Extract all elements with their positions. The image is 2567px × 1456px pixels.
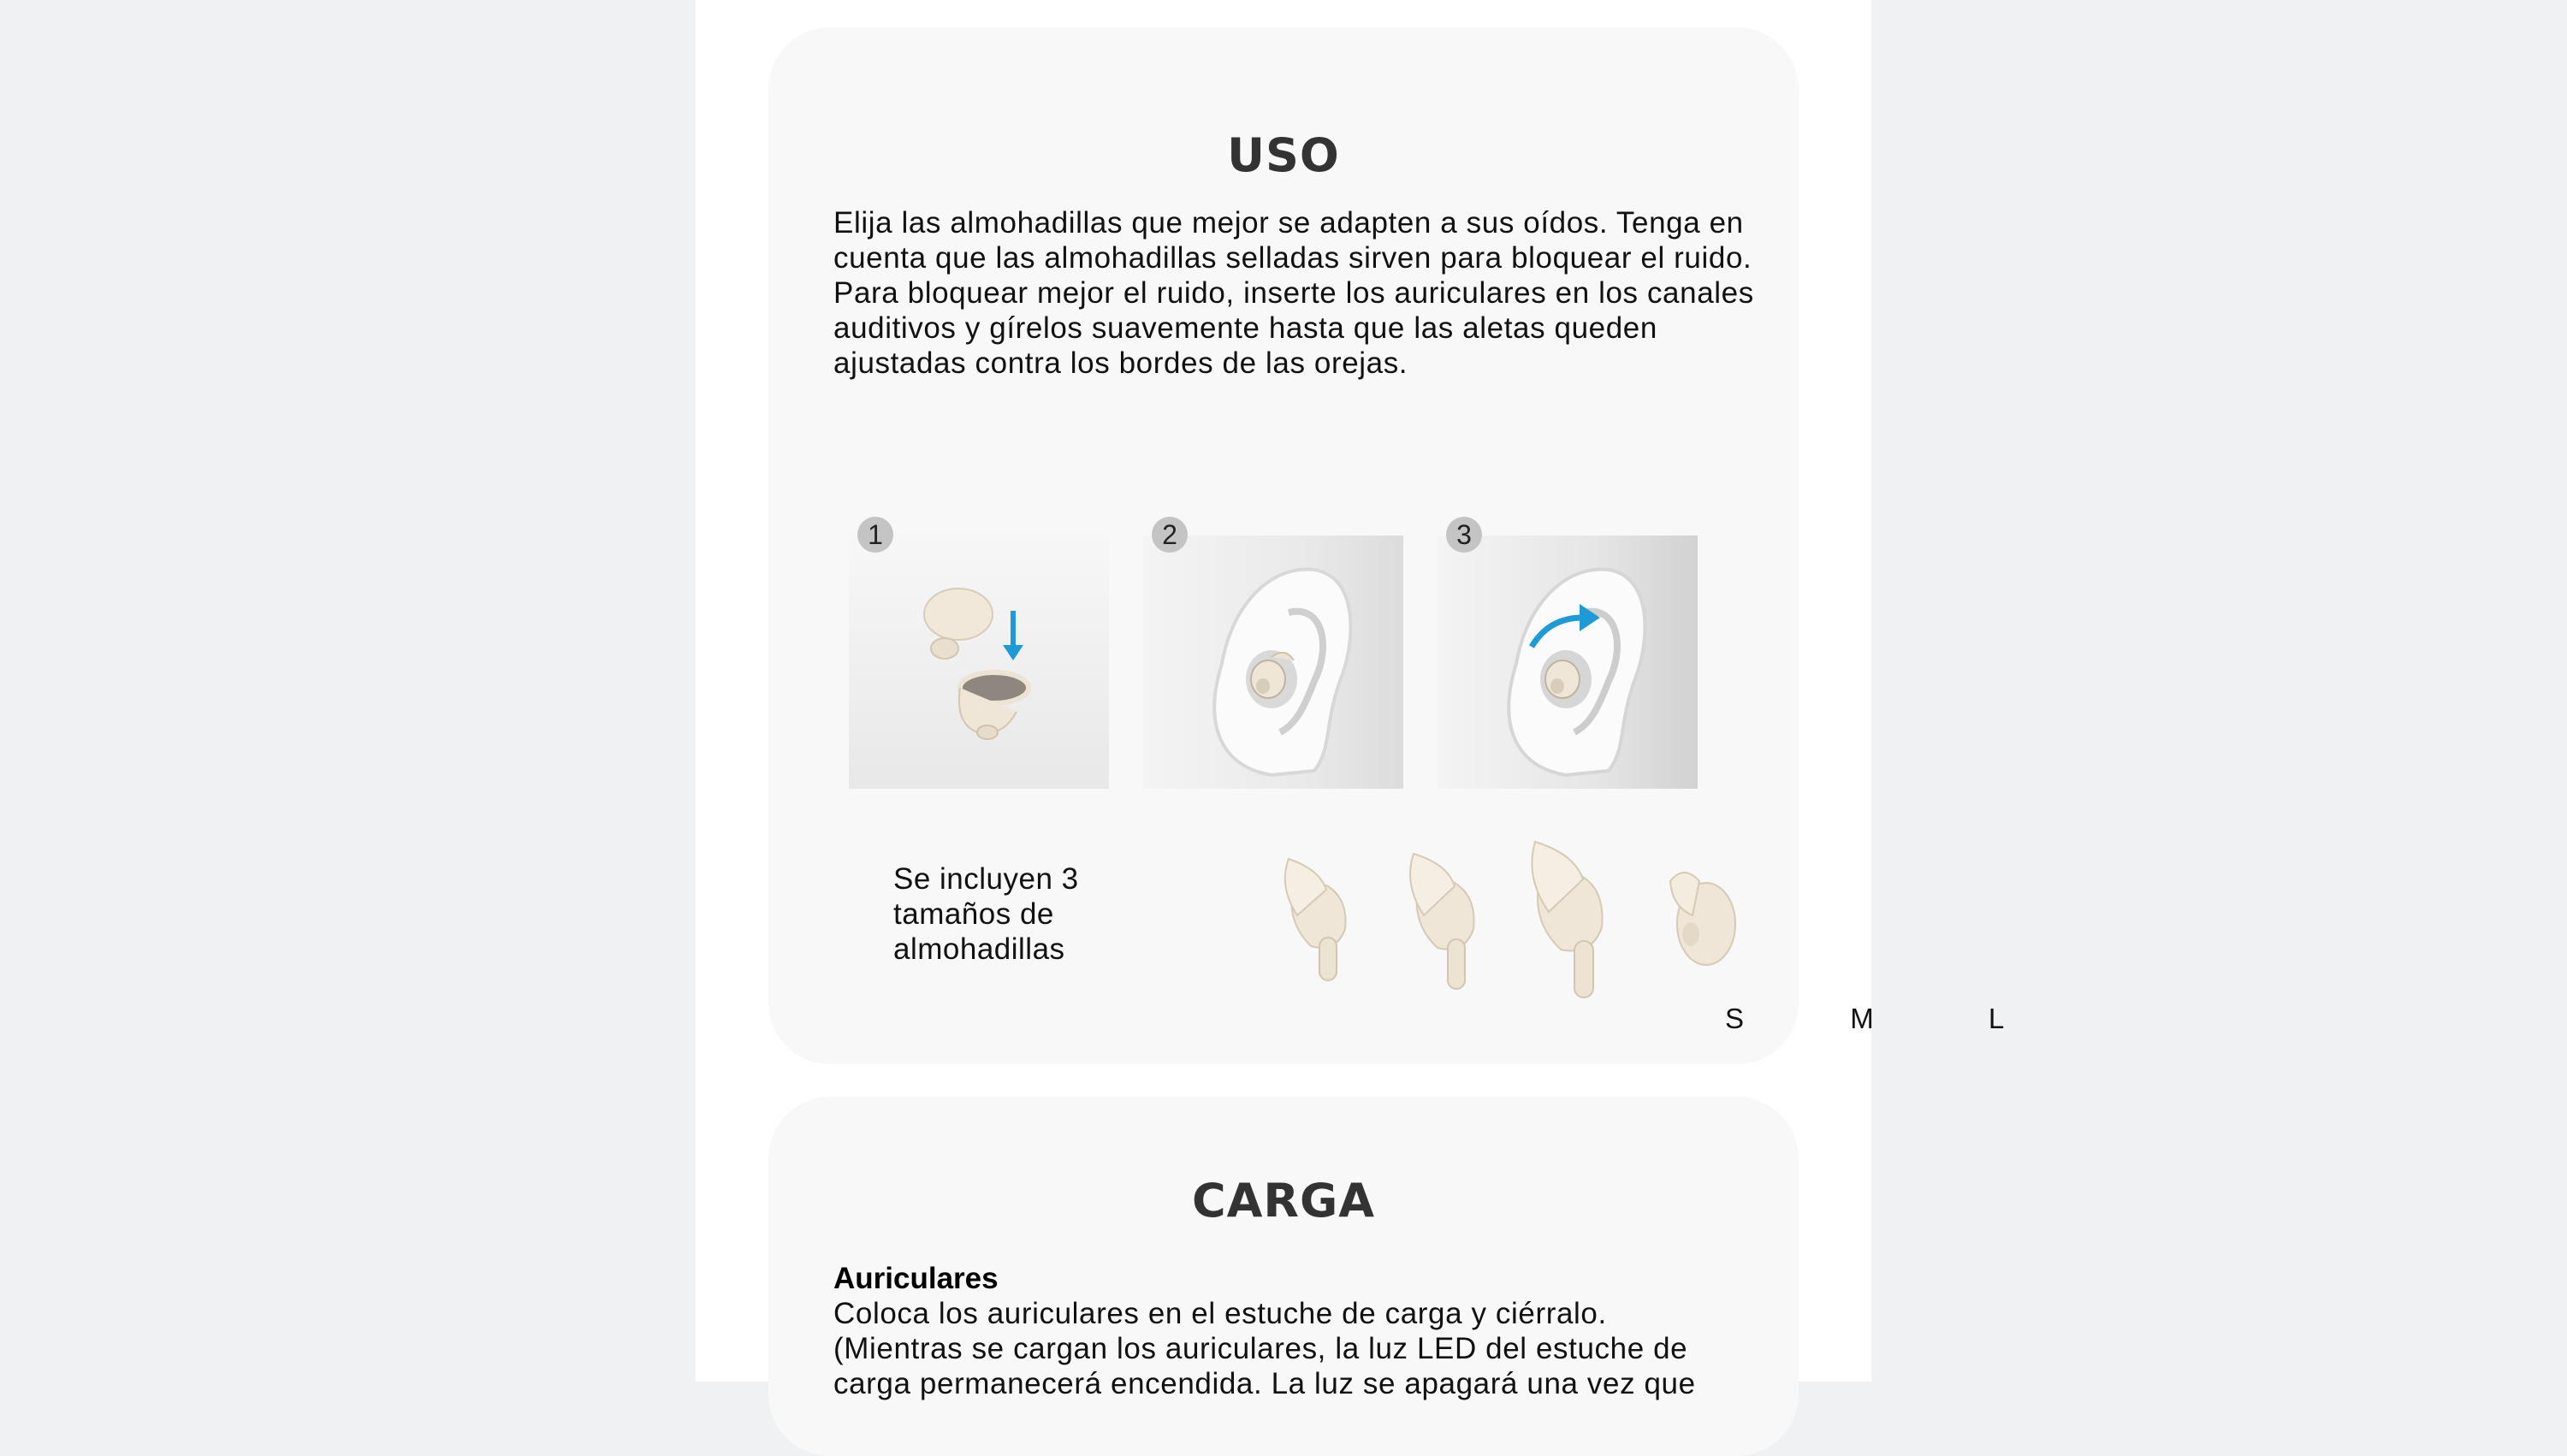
carga-paragraph-1: Coloca los auriculares en el estuche de carga y ciérralo. [833, 1297, 1607, 1330]
ear-tip-large-image [1523, 835, 1630, 1006]
carga-paragraph-2: (Mientras se cargan los auriculares, la luz LED del estuche de carga permanecerá encendida. La luz se apagará una vez que [833, 1332, 1696, 1400]
earbud-insert-ear-illustration [1143, 536, 1403, 789]
section-title-uso: USO [1227, 128, 1340, 182]
usage-steps [849, 506, 1722, 789]
ear-tip-medium-image [1402, 847, 1500, 1001]
uso-description [833, 205, 1758, 381]
uso-paragraph-2: Para bloquear mejor el ruido, inserte los auriculares en los canales auditivos y gírelos suavemente hasta que las aletas queden ajustadas contra los bordes de las orejas. [833, 276, 1754, 380]
earbud-tip-attach-illustration [849, 536, 1109, 789]
step-3-image [1438, 536, 1698, 789]
ear-tip-size-s-label: S [1724, 1003, 1744, 1034]
manual-page [696, 0, 2005, 1400]
carga-section [768, 1097, 1799, 1456]
section-title-carga: CARGA [1191, 1174, 1376, 1228]
ear-tip-fin-image [1658, 855, 1744, 984]
ear-tip-small-image [1277, 852, 1371, 997]
step-2-image [1143, 536, 1403, 789]
uso-section [768, 27, 2005, 1064]
earbud-rotate-ear-illustration [1438, 536, 1698, 789]
step-1-badge: 1 [857, 517, 893, 553]
step-2-badge: 2 [1152, 517, 1188, 553]
uso-paragraph-1: Elija las almohadillas que mejor se adapten a sus oídos. Tenga en cuenta que las almohadillas selladas sirven para bloquear el ruido. [833, 206, 1752, 275]
ear-tip-size-l-label: L [1988, 1003, 2005, 1034]
carga-subheading: Auriculares [833, 1262, 999, 1295]
ear-tip-size-m-label: M [1850, 1003, 1874, 1034]
ear-tip-sizes-note: Se incluyen 3 tamaños de almohadillas [893, 862, 1079, 966]
carga-description [833, 1296, 1758, 1401]
step-1-image [849, 536, 1109, 789]
step-3-badge: 3 [1446, 517, 1482, 553]
